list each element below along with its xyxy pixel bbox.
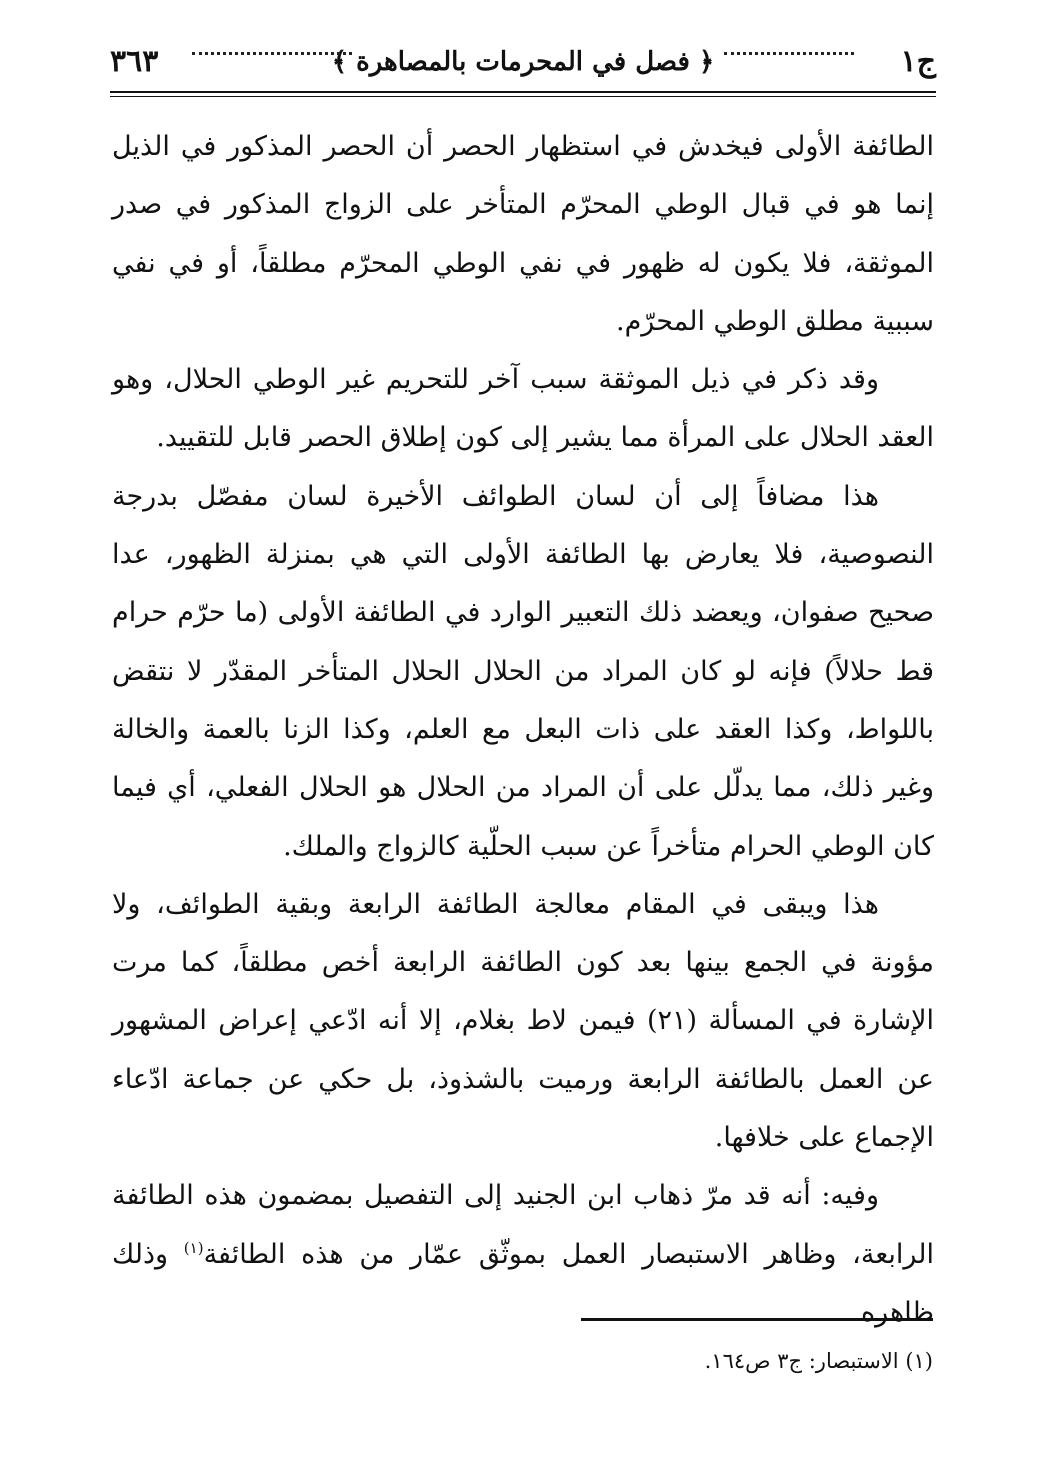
paragraph: هذا مضافاً إلى أن لسان الطوائف الأخيرة لسان مفصّل بدرجة النصوصية، فلا يعارض بها الطائفة الأولى التي هي بمنزلة الظهور، عدا صحيح صفوان، ويعضد ذلك التعبير الوارد في الطائفة الأولى (ما حرّم حرام قط حلالاً) فإنه لو كان المراد من الحلال الحلال المتأخر المقدّر لا نتقض باللواط، وكذا العقد على ذات البعل مع العلم، وكذا الزنا بالعمة والخالة وغير ذلك، مما يدلّل على أن المراد من الحلال هو الحلال الفعلي، أي فيما كان الوطي الحرام متأخراً عن سبب الحلّية كالزواج والملك. (112, 480, 934, 862)
paragraph (112, 1167, 934, 1342)
footnote: (١) الاستبصار: ج٣ ص١٦٤. (704, 1349, 933, 1373)
footnote-separator (581, 1318, 933, 1321)
paragraph-text: وذلك ظاهره (112, 1238, 934, 1328)
paragraph-text: وفيه: أنه قد مرّ ذهاب ابن الجنيد إلى التفصيل بمضمون هذه الطائفة الرابعة، وظاهر الاستبصار العمل بموثّق عمّار من هذه الطائفة (112, 1180, 934, 1270)
header-rule (110, 91, 936, 93)
running-header (110, 38, 936, 92)
header-rule-thin (110, 96, 936, 97)
paragraph: وقد ذكر في ذيل الموثقة سبب آخر للتحريم غير الوطي الحلال، وهو العقد الحلال على المرأة مما يشير إلى كون إطلاق الحصر قابل للتقييد. (112, 364, 934, 454)
chapter-title: ﴿ فصل في المحرمات بالمصاهرة ﴾ (331, 47, 715, 77)
header-leader-dots (192, 52, 352, 55)
volume-label: ج١ (900, 44, 936, 79)
main-text (112, 118, 934, 1342)
page-number: ٣٦٣ (110, 44, 159, 79)
paragraph: هذا ويبقى في المقام معالجة الطائفة الرابعة وبقية الطوائف، ولا مؤونة في الجمع بينها بعد كون الطائفة الرابعة أخص مطلقاً، كما مرت الإشارة في المسألة (٢١) فيمن لاط بغلام، إلا أنه ادّعي إعراض المشهور عن العمل بالطائفة الرابعة ورميت بالشذوذ، بل حكي عن جماعة ادّعاء الإجماع على خلافها. (112, 888, 934, 1154)
paragraph: الطائفة الأولى فيخدش في استظهار الحصر أن الحصر المذكور في الذيل إنما هو في قبال الوطي المحرّم المتأخر على الزواج المذكور في صدر الموثقة، فلا يكون له ظهور في نفي الوطي المحرّم مطلقاً، أو في نفي سببية مطلق الوطي المحرّم. (112, 131, 934, 337)
footnote-marker: (١) (183, 1238, 204, 1257)
